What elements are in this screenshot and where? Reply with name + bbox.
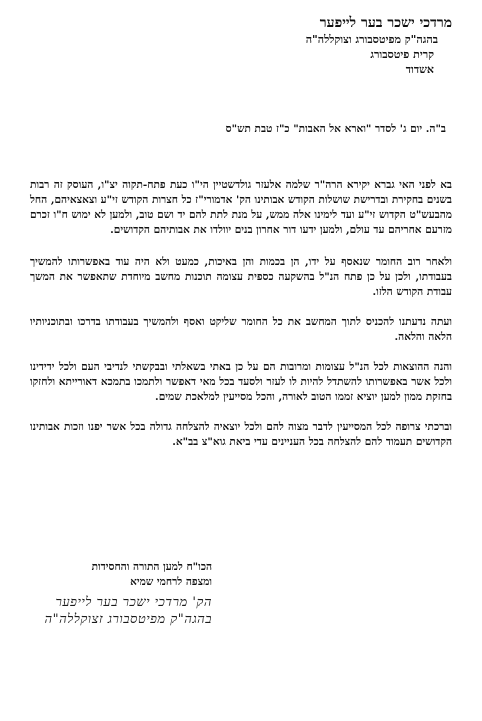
closing	[42, 560, 212, 590]
paragraph-request: והנה ההוצאות לכל הנ"ל עצומות ומרובות הם על כן באתי בשאלתי ובבקשתי לנדיבי העם ולכל ידידינו ולכל אשר באפשרותו להשתדל להיות לו לעזר ולסעד בכל מאי דאפשר ולתמכו בתמכא דאורייתא ולחזקו בחזקת ממון למען יוציא זממו הטוב לאורה, והכל מסייעין למלאכת שמים.	[30, 361, 452, 403]
date-line: ב"ה. יום ג' לסדר "וארא אל האבות" כ"ז טבת תש"ס	[225, 123, 446, 135]
letterhead-name: מרדכי ישכר בער לייפער	[319, 15, 452, 31]
letterhead-lineage: בהגה"ק מפיטסבורג וצוקללה"ה	[305, 33, 438, 46]
paragraph-introduction: בא לפני האי גברא יקירא הרה"ר שלמה אלעזר גולדשטיין הי"ו כעת פתח-תקוה יצ"ו, העוסק זה רבות בשנים בחקירת ובדרישת שושלות הקודש אבותינו הק' אדמורי"ז כל חצרות הקודש זי"ע וצאצאיהם, החל מהבעש"ט הקדוש זי"ע ועד לימינו אלה ממש, על מנת לתת להם יד ושם טוב, ולמען לא ימוש ח"ו זכרם מזרעם אחריהם עד עולם, ולמען ידעו דור אחרון בנים יוולדו את אבותיהם הקדושים.	[30, 179, 452, 236]
paragraph-blessing: וברכתי צרופה לכל המסייעין לדבר מצוה להם ולכל יוצאיה להצלחה גדולה בכל אשר יפנו וזכות אבותינו הקדושים תעמוד להם להצלחה בכל העניינים עדי ביאת גוא"צ בב"א.	[30, 421, 452, 448]
handwritten-signature	[32, 594, 212, 644]
letterhead-town: קרית פיטסבורג	[370, 48, 434, 61]
closing-line-1: הכו"ח למען התורה והחסידות	[91, 561, 212, 573]
paragraph-computer: ועתה נדעתנו להכניס לתוך המחשב את כל החומר שליקט ואסף ולהמשיך בעבודתו בדרכו ובתוכניותיו הלאה והלאה.	[30, 316, 452, 343]
signature-line-2: בהגה"ק מפיטסבורג זצוקללה"ה	[44, 612, 212, 627]
letter-body	[30, 178, 452, 465]
letterhead-city: אשדוד	[405, 63, 434, 76]
letterhead	[192, 14, 452, 77]
signature-line-1: הק' מרדכי ישכר בער לייפער	[55, 595, 212, 610]
closing-line-2: ומצפה לרחמי שמיא	[130, 576, 212, 588]
paragraph-material: ולאחר רוב החומר שנאסף על ידו, הן בכמות והן באיכות, כמעט ולא היה עוד באפשרותו להמשיך בעבודתו, ולכן על כן פתח הנ"ל בהשקעה כספית עצומה תוכנות מחשב מיוחדת שתאפשר את המשך עבודת הקודש הלזו.	[30, 256, 452, 298]
